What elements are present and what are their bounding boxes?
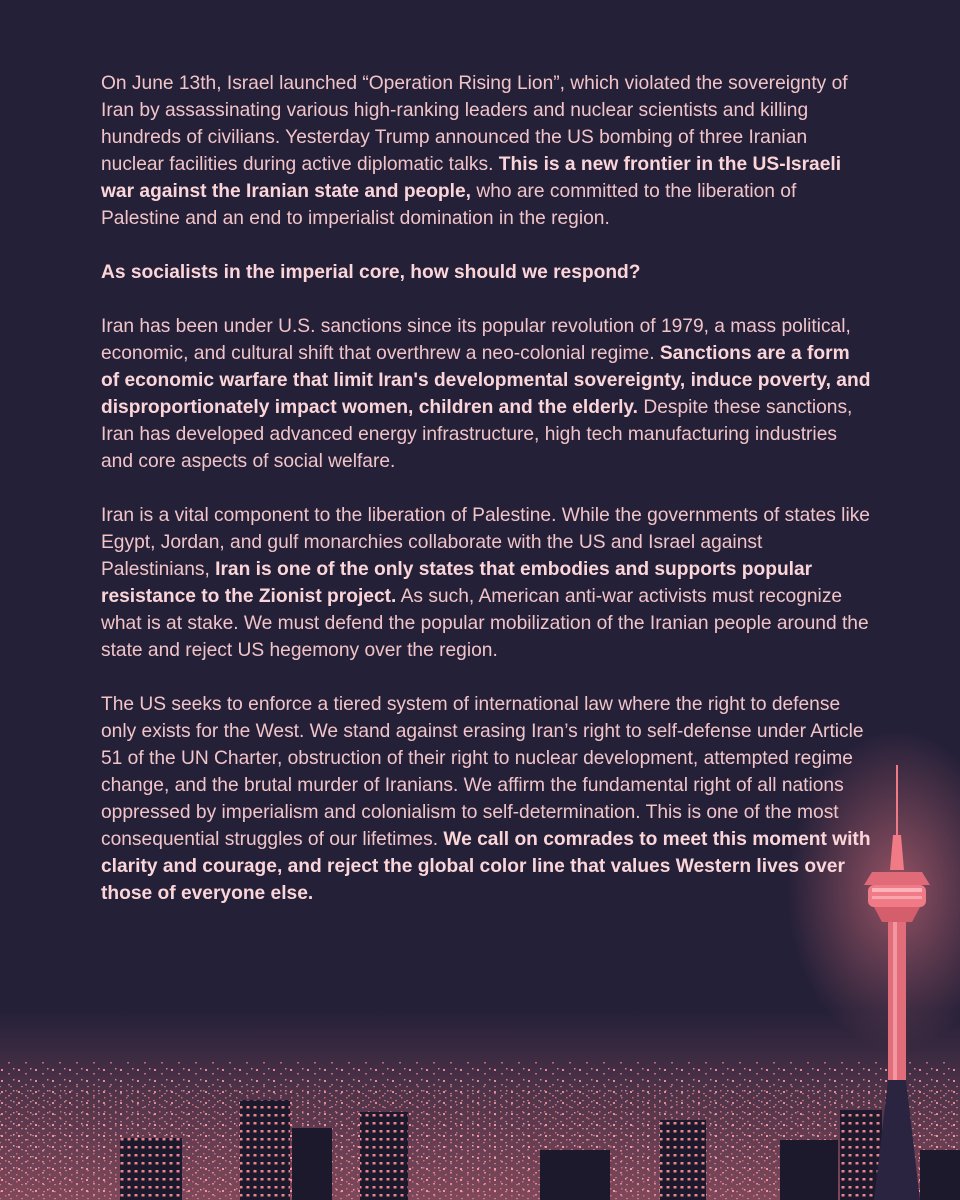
- statement-text: [101, 70, 871, 934]
- paragraph-3-run-1: Iran has been under U.S. sanctions since its popular revolution of 1979, a mass political, economic, and cultural shift that overthrew a neo-colonial regime.: [101, 316, 851, 364]
- paragraph-1-bold: This is a new frontier in the US-Israeli war against the Iranian state and people,: [101, 154, 842, 202]
- paragraph-3: [101, 313, 871, 475]
- paragraph-4-bold: Iran is one of the only states that embodies and supports popular resistance to the Zionist project.: [101, 559, 813, 607]
- paragraph-2-question: [101, 259, 871, 286]
- paragraph-1: [101, 70, 871, 232]
- paragraph-4: [101, 502, 871, 664]
- paragraph-4-run-1: Iran is a vital component to the liberation of Palestine. While the governments of states like Egypt, Jordan, and gulf monarchies collaborate with the US and Israel against Palestinians,: [101, 505, 870, 580]
- paragraph-4-run-3: As such, American anti-war activists must recognize what is at stake. We must defend the popular mobilization of the Iranian people around the state and reject US hegemony over the region.: [101, 586, 869, 661]
- question-heading: As socialists in the imperial core, how should we respond?: [101, 262, 641, 283]
- paragraph-5: [101, 691, 871, 907]
- paragraph-5-bold: We call on comrades to meet this moment with clarity and courage, and reject the global color line that values Western lives over those of everyone else.: [101, 829, 871, 904]
- paragraph-3-bold: Sanctions are a form of economic warfare that limit Iran's developmental sovereignty, induce poverty, and disproportionately impact women, children and the elderly.: [101, 343, 871, 418]
- paragraph-3-run-3: Despite these sanctions, Iran has developed advanced energy infrastructure, high tech manufacturing industries and core aspects of social welfare.: [101, 397, 853, 472]
- paragraph-5-run-1: The US seeks to enforce a tiered system of international law where the right to defense only exists for the West. We stand against erasing Iran’s right to self-defense under Article 51 of the UN Charter, obstruction of their right to nuclear development, attempted regime change, and the brutal murder of Iranians. We affirm the fundamental right of all nations oppressed by imperialism and colonialism to self-determination. This is one of the most consequential struggles of our lifetimes.: [101, 694, 864, 850]
- paragraph-1-run-1: On June 13th, Israel launched “Operation Rising Lion”, which violated the sovereignty of Iran by assassinating various high-ranking leaders and nuclear scientists and killing hundreds of civilians. Yesterday Trump announced the US bombing of three Iranian nuclear facilities during active diplomatic talks.: [101, 73, 848, 175]
- paragraph-1-run-3: who are committed to the liberation of Palestine and an end to imperialist domination in the region.: [101, 181, 797, 229]
